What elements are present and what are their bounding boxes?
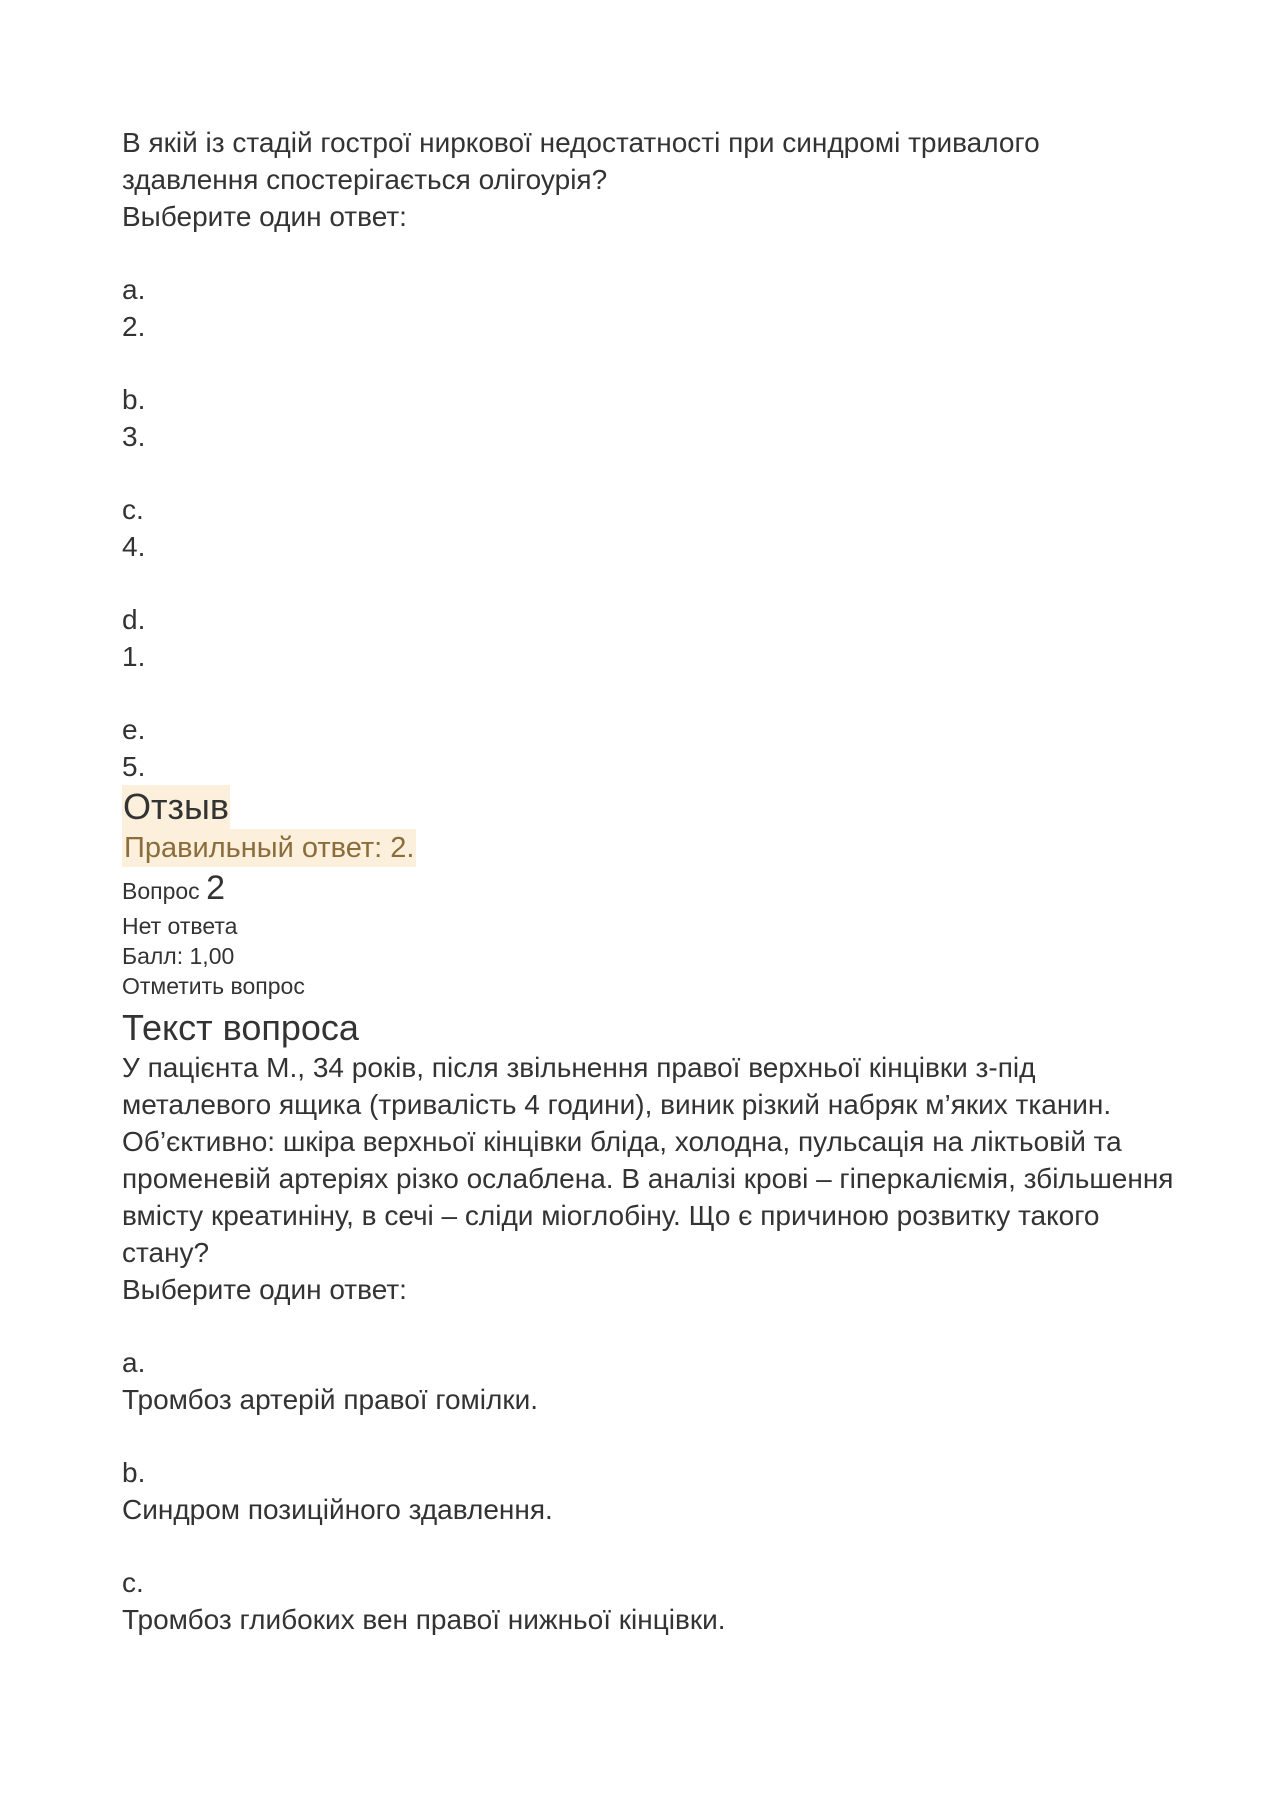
answer-text: Синдром позиційного здавлення.: [122, 1494, 553, 1525]
answer-letter: a.: [122, 1347, 146, 1378]
answer-option-c[interactable]: [122, 491, 1182, 565]
answer-letter: b.: [122, 384, 146, 415]
answer-letter: a.: [122, 274, 146, 305]
question-2-answers: [122, 1344, 1182, 1638]
question-1-prompt: Выберите один ответ:: [122, 201, 407, 232]
correct-answer: Правильный ответ: 2.: [122, 829, 416, 867]
question-1: [122, 124, 1182, 867]
question-1-text: В якій із стадій гострої ниркової недостатності при синдромі тривалого здавлення спостерігається олігоурія?: [122, 127, 1040, 195]
answer-letter: d.: [122, 604, 146, 635]
answer-text: 2.: [122, 311, 146, 342]
answer-text: 1.: [122, 641, 146, 672]
question-1-answers: [122, 271, 1182, 785]
answer-letter: c.: [122, 494, 144, 525]
answer-option-e[interactable]: [122, 711, 1182, 785]
question-text-heading: Текст вопроса: [122, 1007, 359, 1048]
answer-letter: e.: [122, 714, 146, 745]
answer-letter: c.: [122, 1567, 144, 1598]
question-2-prompt: Выберите один ответ:: [122, 1274, 407, 1305]
quiz-page: [122, 124, 1182, 1638]
answer-option-a[interactable]: [122, 271, 1182, 345]
answer-text: 4.: [122, 531, 146, 562]
answer-text: Тромбоз глибоких вен правої нижньої кінцівки.: [122, 1604, 726, 1635]
answer-option-c[interactable]: [122, 1564, 1182, 1638]
flag-question-link[interactable]: Отметить вопрос: [122, 973, 305, 999]
answer-status: Нет ответа: [122, 913, 238, 939]
question-2-info: [122, 869, 1182, 1001]
question-number-value: 2: [206, 869, 225, 907]
answer-text: 3.: [122, 421, 146, 452]
question-number: [122, 869, 1182, 911]
answer-option-d[interactable]: [122, 601, 1182, 675]
question-2: [122, 1007, 1182, 1638]
question-label: Вопрос: [122, 878, 200, 904]
answer-text: Тромбоз артерій правої гомілки.: [122, 1384, 538, 1415]
question-score: Балл: 1,00: [122, 943, 235, 969]
answer-option-b[interactable]: [122, 1454, 1182, 1528]
answer-option-a[interactable]: [122, 1344, 1182, 1418]
question-2-text: У пацієнта М., 34 років, після звільнення правої верхньої кінцівки з-під металевого ящика (тривалість 4 години), виник різкий набряк м’яких тканин. Об’єктивно: шкіра верхньої кінцівки бліда, холодна, пульсація на ліктьовій та променевій артеріях різко ослаблена. В аналізі крові – гіперкаліємія, збільшення вмісту креатиніну, в сечі – сліди міоглобіну. Що є причиною розвитку такого стану?: [122, 1052, 1174, 1268]
answer-option-b[interactable]: [122, 381, 1182, 455]
answer-text: 5.: [122, 751, 146, 782]
answer-letter: b.: [122, 1457, 146, 1488]
feedback-block: [122, 785, 1182, 867]
feedback-title: Отзыв: [123, 786, 229, 827]
